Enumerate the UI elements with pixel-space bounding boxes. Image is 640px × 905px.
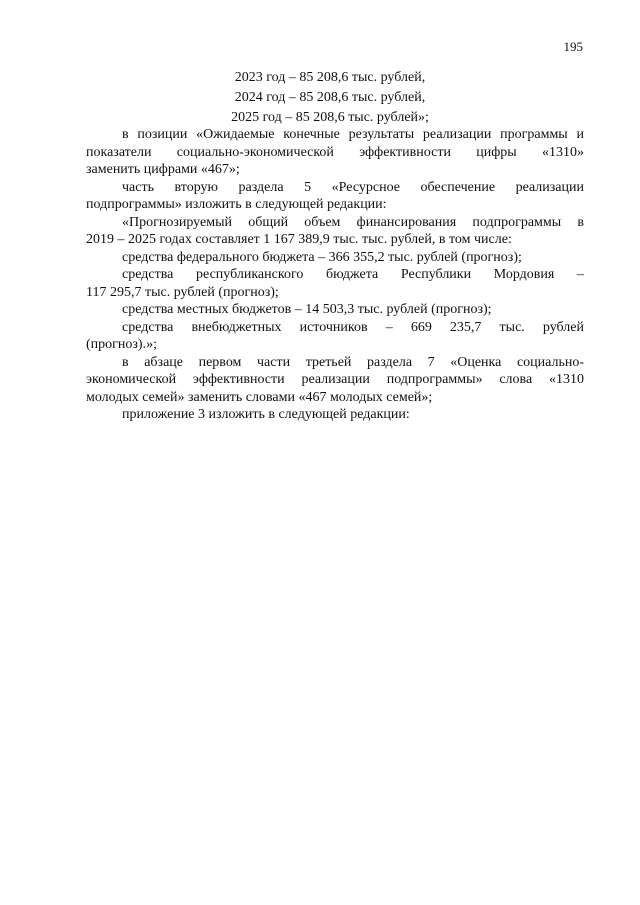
paragraph-total-funding (86, 214, 584, 249)
paragraph-extrabudgetary (86, 319, 584, 354)
text-line: в позиции «Ожидаемые конечные результаты реализации программы и (122, 127, 584, 142)
paragraph-section-5 (86, 179, 584, 214)
text-line: приложение 3 изложить в следующей редакции: (122, 407, 410, 422)
paragraph-appendix-3 (86, 406, 584, 424)
text-line: 2019 – 2025 годах составляет 1 167 389,9 тыс. тыс. рублей, в том числе: (86, 232, 512, 247)
text-line: средства федерального бюджета – 366 355,2 тыс. рублей (прогноз); (122, 249, 522, 265)
page-number: 195 (563, 39, 583, 54)
funding-years-list (0, 68, 640, 128)
year-line-2024: 2024 год – 85 208,6 тыс. рублей, (234, 90, 426, 105)
text-line: средства республиканского бюджета Республики Мордовия – (122, 267, 584, 282)
text-line: показатели социально-экономической эффективности цифры «1310» (86, 144, 584, 160)
paragraph-section-7 (86, 354, 584, 407)
year-line-2025: 2025 год – 85 208,6 тыс. рублей»; (231, 110, 429, 125)
text-line: средства местных бюджетов – 14 503,3 тыс. рублей (прогноз); (122, 302, 492, 317)
paragraph-local-budgets (86, 301, 584, 319)
paragraph-federal-budget (86, 249, 584, 267)
text-line: заменить цифрами «467»; (86, 162, 240, 177)
text-line: молодых семей» заменить словами «467 молодых семей»; (86, 389, 433, 405)
text-line: средства внебюджетных источников – 669 235,7 тыс. рублей (122, 319, 584, 335)
text-line: 117 295,7 тыс. рублей (прогноз); (86, 284, 279, 300)
text-line: в абзаце первом части третьей раздела 7 «Оценка социально- (122, 354, 584, 370)
text-line: (прогноз).»; (86, 337, 157, 352)
paragraph-republic-budget (86, 266, 584, 301)
document-body (86, 126, 584, 424)
paragraph-expected-results (86, 126, 584, 179)
year-line-2023: 2023 год – 85 208,6 тыс. рублей, (234, 70, 426, 85)
text-line: подпрограммы» изложить в следующей редакции: (86, 197, 387, 212)
text-line: «Прогнозируемый общий объем финансирования подпрограммы в (122, 214, 584, 230)
text-line: часть вторую раздела 5 «Ресурсное обеспечение реализации (122, 179, 584, 195)
text-line: экономической эффективности реализации подпрограммы» слова «1310 (86, 372, 584, 387)
